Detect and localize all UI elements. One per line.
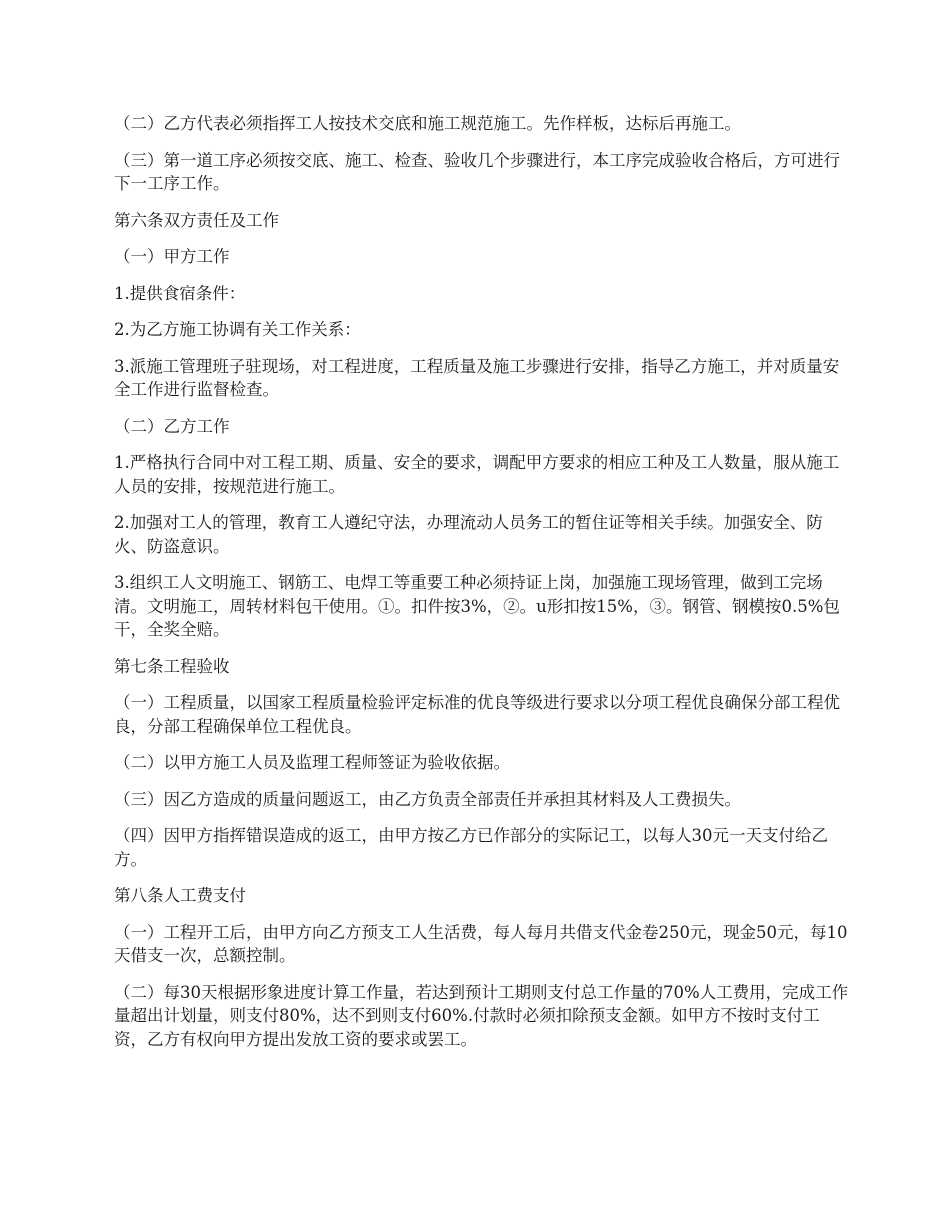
- list-item: 1.严格执行合同中对工程工期、质量、安全的要求，调配甲方要求的相应工种及工人数量，服从施工人员的安排，按规范进行施工。: [114, 453, 840, 496]
- clause-paragraph: （一）工程开工后，由甲方向乙方预支工人生活费，每人每月共借支代金卷250元，现金50元，每10天借支一次，总额控制。: [114, 922, 848, 965]
- article-heading: 第八条人工费支付: [114, 886, 246, 905]
- section-heading: （二）乙方工作: [114, 416, 230, 436]
- list-item: 3.组织工人文明施工、钢筋工、电焊工等重要工种必须持证上岗，加强施工现场管理，做到工完场清。文明施工，周转材料包干使用。①。扣件按3%，②。u形扣按15%，③。钢管、钢模按0.5%包干，全奖全赔。: [114, 573, 840, 639]
- list-item: 2.加强对工人的管理，教育工人遵纪守法，办理流动人员务工的暂住证等相关手续。加强安全、防火、防盗意识。: [114, 513, 823, 556]
- article-heading: 第七条工程验收: [114, 656, 230, 676]
- clause-paragraph: （三）因乙方造成的质量问题返工，由乙方负责全部责任并承担其材料及人工费损失。: [114, 789, 741, 809]
- section-heading: （一）甲方工作: [114, 247, 230, 266]
- clause-paragraph: （二）乙方代表必须指挥工人按技术交底和施工规范施工。先作样板，达标后再施工。: [114, 114, 741, 133]
- clause-paragraph: （二）每30天根据形象进度计算工作量，若达到预计工期则支付总工作量的70%人工费用，完成工作量超出计划量，则支付80%，达不到则支付60%.付款时必须扣除预支金额。如甲方不按时支付工资，乙方有权向甲方提出发放工资的要求或罢工。: [114, 982, 849, 1049]
- clause-paragraph: （四）因甲方指挥错误造成的返工，由甲方按乙方已作部分的实际记工，以每人30元一天支付给乙方。: [114, 826, 828, 869]
- article-heading: 第六条双方责任及工作: [114, 210, 279, 230]
- clause-paragraph: （一）工程质量，以国家工程质量检验评定标准的优良等级进行要求以分项工程优良确保分部工程优良，分部工程确保单位工程优良。: [114, 693, 840, 736]
- document-body: [114, 112, 850, 1064]
- list-item: 3.派施工管理班子驻现场，对工程进度，工程质量及施工步骤进行安排，指导乙方施工，并对质量安全工作进行监督检查。: [114, 356, 840, 399]
- clause-paragraph: （三）第一道工序必须按交底、施工、检查、验收几个步骤进行，本工序完成验收合格后，方可进行下一工序工作。: [114, 150, 840, 193]
- list-item: 2.为乙方施工协调有关工作关系：: [114, 320, 361, 339]
- list-item: 1.提供食宿条件：: [114, 283, 246, 303]
- clause-paragraph: （二）以甲方施工人员及监理工程师签证为验收依据。: [114, 753, 510, 772]
